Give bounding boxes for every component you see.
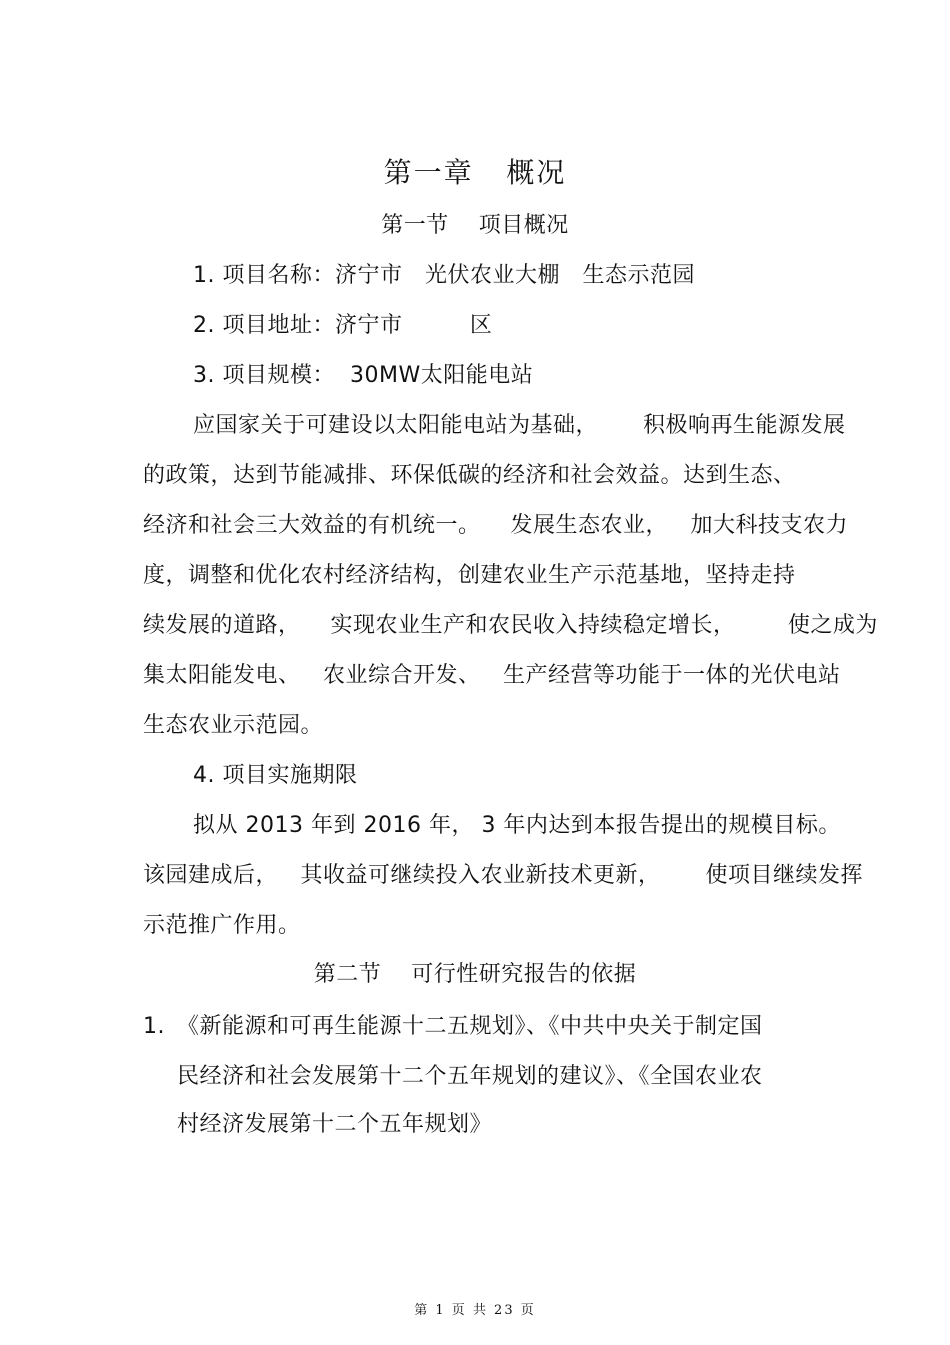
list-line: 《新能源和可再生能源十二五规划》、《中共中央关于制定国 <box>177 1014 763 1039</box>
paragraph-line: 度，调整和优化农村经济结构，创建农业生产示范基地，坚持走持 <box>143 563 796 588</box>
paragraph-line: 续发展的道路， 实现农业生产和农民收入持续稳定增长， 使之成为 <box>143 613 878 638</box>
item-project-name: 1. 项目名称：济宁市 光伏农业大棚 生态示范园 <box>193 263 695 288</box>
list-line: 村经济发展第十二个五年规划》 <box>177 1112 493 1137</box>
paragraph-line: 经济和社会三大效益的有机统一。 发展生态农业， 加大科技支农力 <box>143 513 848 538</box>
paragraph-line: 该园建成后， 其收益可继续投入农业新技术更新， 使项目继续发挥 <box>143 863 863 888</box>
paragraph-line: 拟从 2013 年到 2016 年， 3 年内达到本报告提出的规模目标。 <box>193 813 841 838</box>
list-number: 1. <box>143 1014 165 1039</box>
page-footer: 第 1 页 共 23 页 <box>414 1303 536 1318</box>
paragraph-line: 应国家关于可建设以太阳能电站为基础， 积极响再生能源发展 <box>193 413 846 438</box>
chapter-title: 第一章 概况 <box>383 156 567 189</box>
paragraph-line: 生态农业示范园。 <box>143 713 324 738</box>
section-heading-basis: 第二节 可行性研究报告的依据 <box>313 962 637 987</box>
paragraph-line: 示范推广作用。 <box>143 913 301 938</box>
paragraph-line: 的政策，达到节能减排、环保低碳的经济和社会效益。达到生态、 <box>143 463 796 488</box>
item-project-scale: 3. 项目规模： 30MW太阳能电站 <box>193 363 534 388</box>
list-line: 民经济和社会发展第十二个五年规划的建议》、《全国农业农 <box>177 1064 763 1089</box>
paragraph-line: 集太阳能发电、 农业综合开发、 生产经营等功能于一体的光伏电站 <box>143 663 841 688</box>
item-project-address: 2. 项目地址：济宁市 区 <box>193 313 493 338</box>
item-implementation-period: 4. 项目实施期限 <box>193 763 358 788</box>
section-heading: 第一节 项目概况 <box>381 213 569 238</box>
